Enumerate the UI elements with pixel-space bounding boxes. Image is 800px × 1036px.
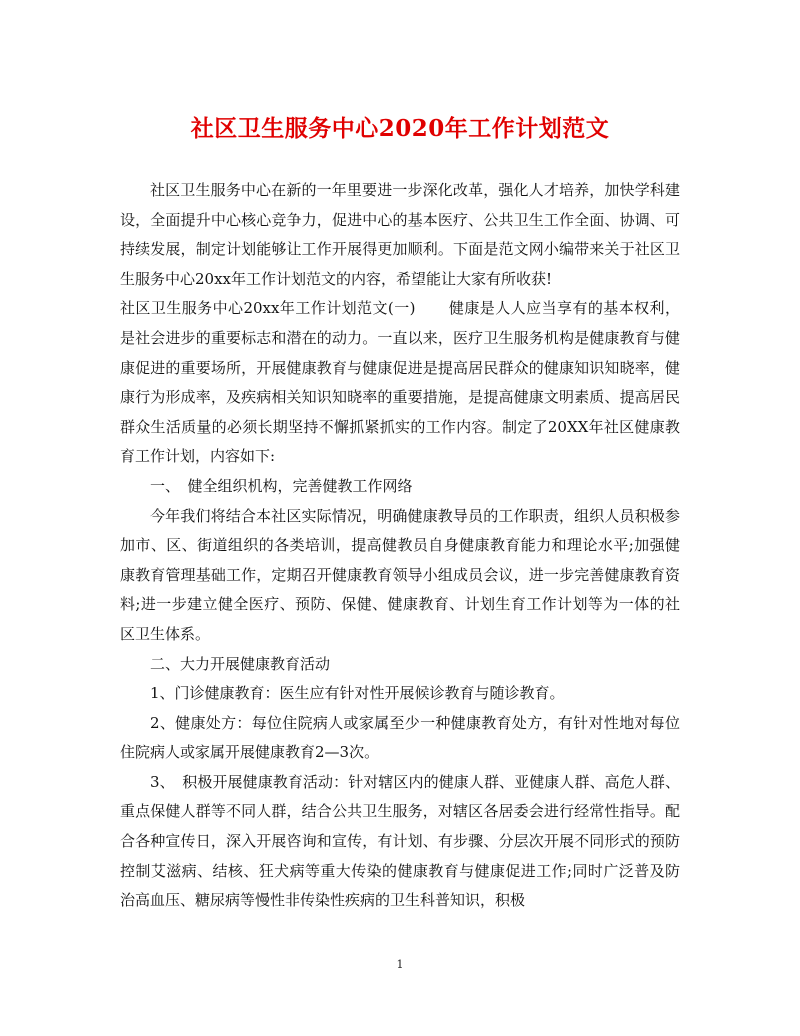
list-item-two: 2、健康处方：每位住院病人或家属至少一种健康教育处方，有针对性地对每位住院病人或家属开展健康教育2—3次。 [120, 713, 680, 762]
intro-text: 社区卫生服务中心在新的一年里要进一步深化改革，强化人才培养，加快学科建设，全面提升中心核心竞争力，促进中心的基本医疗、公共卫生工作全面、协调、可持续发展，制定计划能够让工作开展得更加顺利。下面是范文网小编带来关于社区卫生服务中心20xx年工作计划范文的内容，希望能让大家有所收获! [120, 181, 680, 288]
paragraph-one-text: 健康是人人应当享有的基本权利，是社会进步的重要标志和潜在的动力。一直以来，医疗卫生服务机构是健康教育与健康促进的重要场所，开展健康教育与健康促进是提高居民群众的健康知识知晓率，健康行为形成率，及疾病相关知识知晓率的重要措施，是提高健康文明素质、提高居民群众生活质量的必须长期坚持不懈抓紧抓实的工作内容。制定了20XX年社区健康教育工作计划，内容如下: [120, 299, 680, 466]
paragraph-two: 今年我们将结合本社区实际情况，明确健康教导员的工作职责，组织人员积极参加市、区、街道组织的各类培训，提高健教员自身健康教育能力和理论水平;加强健康教育管理基础工作，定期召开健康教育领导小组成员会议，进一步完善健康教育资料;进一步建立健全医疗、预防、保健、健康教育、计划生育工作计划等为一体的社区卫生体系。 [120, 506, 680, 643]
document-title: 社区卫生服务中心2020年工作计划范文 [190, 115, 610, 142]
heading-one: 一、 健全组织机构，完善健教工作网络 [150, 476, 413, 495]
intro-paragraph [120, 176, 680, 472]
subtitle-text: 社区卫生服务中心20xx年工作计划范文(一) [120, 299, 416, 318]
document-body [120, 176, 680, 916]
heading-two: 二、大力开展健康教育活动 [150, 654, 331, 673]
list-item-three: 3、 积极开展健康教育活动：针对辖区内的健康人群、亚健康人群、高危人群、重点保健人群等不同人群，结合公共卫生服务，对辖区各居委会进行经常性指导。配合各种宣传日，深入开展咨询和宣传，有计划、有步骤、分层次开展不同形式的预防控制艾滋病、结核、狂犬病等重大传染的健康教育与健康促进工作;同时广泛普及防治高血压、糖尿病等慢性非传染性疾病的卫生科普知识，积极 [120, 772, 680, 910]
list-item-one: 1、门诊健康教育：医生应有针对性开展候诊教育与随诊教育。 [150, 684, 565, 703]
page-number: 1 [396, 958, 404, 971]
